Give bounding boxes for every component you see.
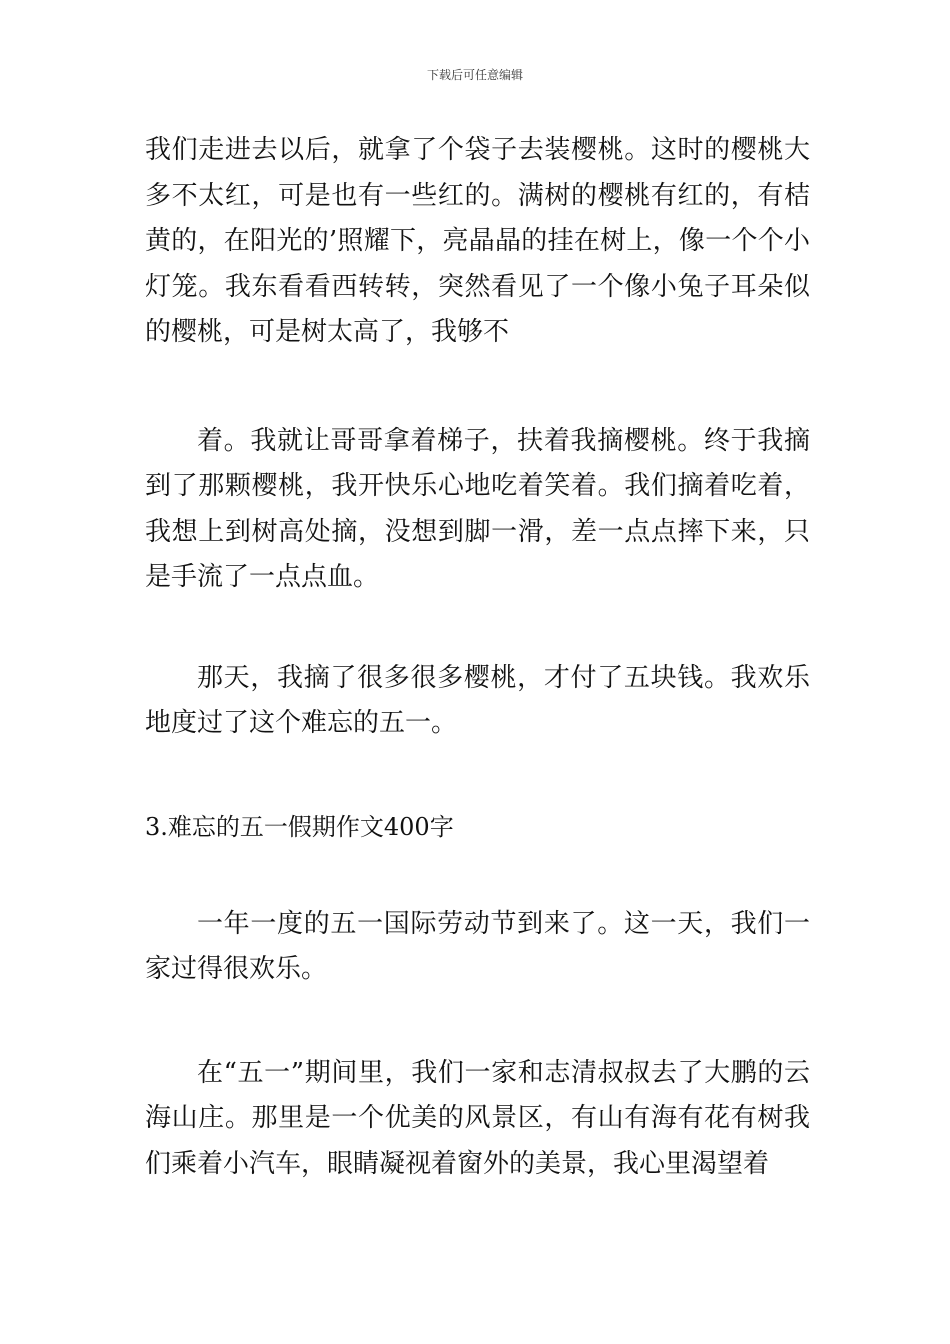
paragraph-2: 着。我就让哥哥拿着梯子，扶着我摘樱桃。终于我摘到了那颗樱桃，我开快乐心地吃着笑着。我们摘着吃着，我想上到树高处摘，没想到脚一滑，差一点点摔下来，只是手流了一点点血。: [145, 425, 810, 592]
paragraph-5: 在“五一”期间里，我们一家和志清叔叔去了大鹏的云海山庄。那里是一个优美的风景区，有山有海有花有树我们乘着小汽车，眼睛凝视着窗外的美景，我心里渴望着: [145, 1057, 810, 1179]
page-header: 下载后可任意编辑: [426, 68, 523, 82]
paragraph-3: 那天，我摘了很多很多樱桃，才付了五块钱。我欢乐地度过了这个难忘的五一。: [145, 662, 810, 738]
document-body: [145, 128, 810, 1187]
paragraph-1: 我们走进去以后，就拿了个袋子去装樱桃。这时的樱桃大多不太红，可是也有一些红的。满树的樱桃有红的，有桔黄的，在阳光的’照耀下，亮晶晶的挂在树上，像一个个小灯笼。我东看看西转转，突然看见了一个像小兔子耳朵似的樱桃，可是树太高了，我够不: [145, 135, 810, 347]
paragraph-4: 一年一度的五一国际劳动节到来了。这一天，我们一家过得很欢乐。: [145, 908, 810, 984]
section-heading: 3.难忘的五一假期作文400字: [145, 812, 454, 841]
